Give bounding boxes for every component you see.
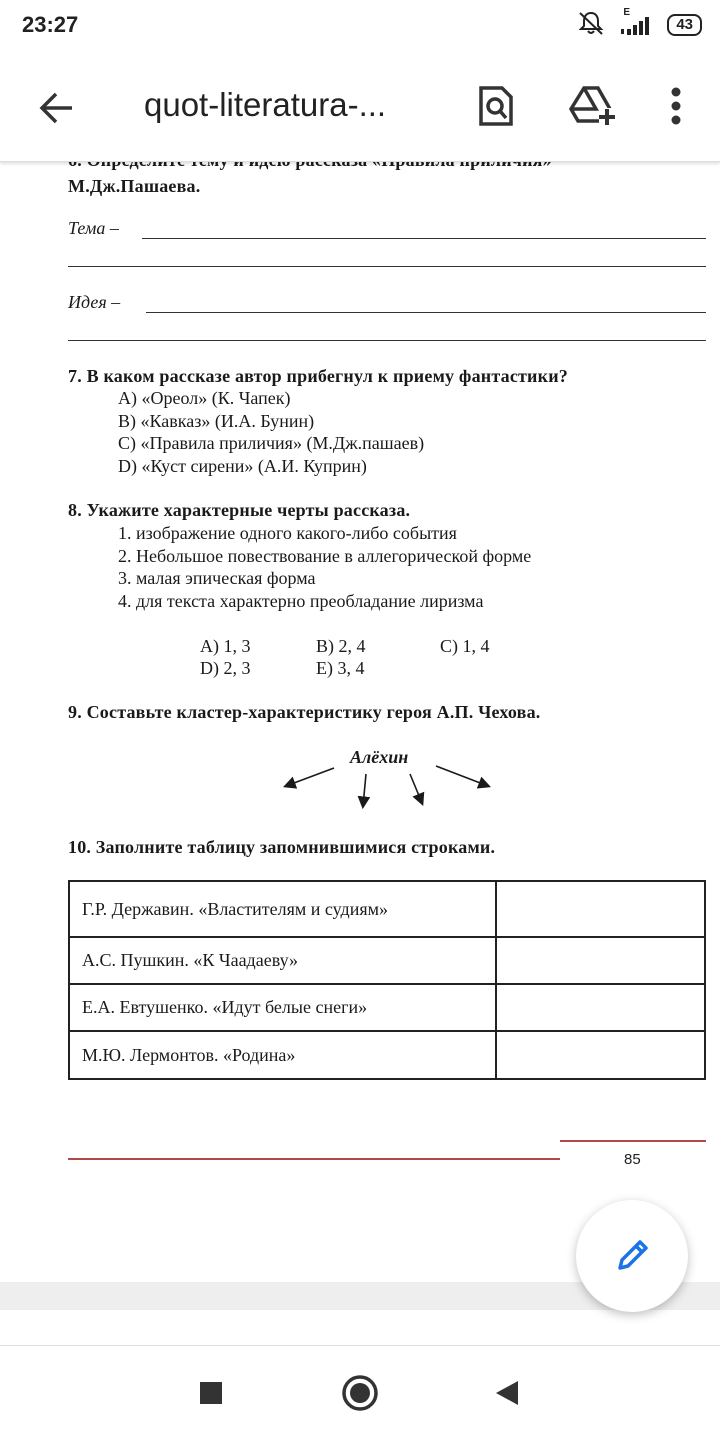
q8-item: 1. изображение одного какого-либо события bbox=[118, 523, 457, 543]
answer-line bbox=[68, 266, 706, 267]
q8-answer: C) 1, 4 bbox=[440, 636, 490, 656]
q10-title: 10. Заполните таблицу запомнившимися строками. bbox=[68, 837, 496, 857]
q7-option: C) «Правила приличия» (М.Дж.пашаев) bbox=[118, 433, 425, 453]
q7-option: A) «Ореол» (К. Чапек) bbox=[118, 388, 291, 408]
recent-apps-button[interactable] bbox=[186, 1368, 236, 1418]
q7-option: B) «Кавказ» (И.А. Бунин) bbox=[118, 411, 315, 431]
home-icon bbox=[341, 1374, 379, 1412]
document-title: quot-literatura-... bbox=[144, 86, 387, 123]
q7-option: D) «Куст сирени» (А.И. Куприн) bbox=[118, 456, 367, 476]
table-cell-answer bbox=[496, 984, 705, 1031]
q8-title: 8. Укажите характерные черты рассказа. bbox=[68, 500, 411, 520]
status-icons bbox=[577, 7, 702, 40]
table-cell-answer bbox=[496, 937, 705, 984]
footer-rule bbox=[68, 1158, 560, 1160]
q8-item: 4. для текста характерно преобладание лиризма bbox=[118, 591, 484, 611]
q8-answer: A) 1, 3 bbox=[200, 636, 251, 656]
q6-title: М.Дж.Пашаева. bbox=[68, 176, 201, 196]
drive-add-icon bbox=[568, 85, 616, 127]
table-cell-poem: А.С. Пушкин. «К Чаадаеву» bbox=[69, 937, 496, 984]
table-cell-poem: Е.А. Евтушенко. «Идут белые снеги» bbox=[69, 984, 496, 1031]
theme-label: Тема – bbox=[68, 218, 119, 238]
pencil-icon bbox=[612, 1236, 652, 1276]
table-row bbox=[69, 984, 705, 1031]
navigation-bar bbox=[0, 1345, 720, 1440]
answer-line bbox=[146, 312, 706, 313]
table-cell-poem: М.Ю. Лермонтов. «Родина» bbox=[69, 1031, 496, 1079]
search-document-icon bbox=[478, 85, 514, 127]
back-arrow-icon bbox=[36, 90, 76, 126]
idea-label: Идея – bbox=[68, 292, 121, 312]
document-page[interactable] bbox=[0, 162, 720, 1282]
q7-title: 7. В каком рассказе автор прибегнул к приему фантастики? bbox=[68, 366, 568, 386]
q8-answer: B) 2, 4 bbox=[316, 636, 366, 656]
status-time: 23:27 bbox=[22, 12, 79, 37]
q8-item: 2. Небольшое повествование в аллегорической форме bbox=[118, 546, 532, 566]
edit-fab[interactable] bbox=[576, 1200, 688, 1312]
cluster-arrow bbox=[363, 774, 366, 806]
home-button[interactable] bbox=[335, 1368, 385, 1418]
more-options-button[interactable] bbox=[652, 82, 700, 130]
answer-line bbox=[68, 340, 706, 341]
app-bar bbox=[0, 52, 720, 162]
table-row bbox=[69, 1031, 705, 1079]
answer-line bbox=[142, 238, 706, 239]
signal-icon bbox=[619, 7, 653, 39]
table-cell-answer bbox=[496, 881, 705, 937]
table-row bbox=[69, 937, 705, 984]
battery-icon: 43 bbox=[667, 14, 702, 36]
footer-rule bbox=[560, 1140, 706, 1142]
q8-answer: E) 3, 4 bbox=[316, 658, 365, 678]
cluster-arrow bbox=[436, 766, 488, 786]
poems-table bbox=[68, 880, 706, 1080]
find-in-document-button[interactable] bbox=[472, 82, 520, 130]
mute-icon bbox=[577, 9, 605, 42]
add-to-drive-button[interactable] bbox=[568, 82, 616, 130]
network-type-label: E bbox=[623, 7, 630, 18]
back-nav-icon bbox=[494, 1379, 520, 1407]
recent-apps-icon bbox=[199, 1381, 223, 1405]
q8-item: 3. малая эпическая форма bbox=[118, 568, 316, 588]
back-nav-button[interactable] bbox=[482, 1368, 532, 1418]
table-cell-poem: Г.Р. Державин. «Властителям и судиям» bbox=[69, 881, 496, 937]
back-button[interactable] bbox=[32, 86, 80, 130]
status-bar bbox=[0, 0, 720, 52]
cluster-arrow bbox=[286, 768, 334, 786]
cluster-center-label: Алёхин bbox=[350, 747, 409, 767]
cluster-arrow bbox=[410, 774, 422, 803]
cluster-arrows bbox=[0, 758, 720, 838]
table-cell-answer bbox=[496, 1031, 705, 1079]
table-row bbox=[69, 881, 705, 937]
q9-title: 9. Составьте кластер-характеристику героя А.П. Чехова. bbox=[68, 702, 541, 722]
q8-answer: D) 2, 3 bbox=[200, 658, 251, 678]
page-number: 85 bbox=[624, 1151, 641, 1168]
more-vert-icon bbox=[670, 86, 682, 126]
